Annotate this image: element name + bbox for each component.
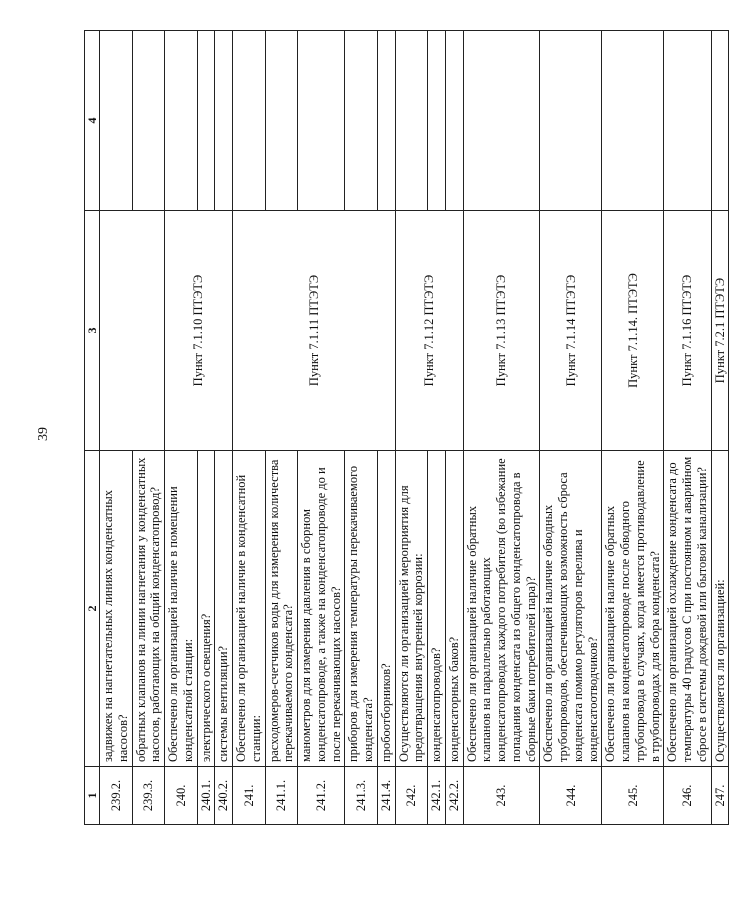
row-number: 240. bbox=[165, 767, 198, 825]
row-question: системы вентиляции? bbox=[215, 451, 233, 767]
column-header: 2 bbox=[85, 451, 100, 767]
row-question: обратных клапанов на линии нагнетания у конденсатных насосов, работающих на общий конденсатопровод? bbox=[132, 451, 165, 767]
row-question: Обеспечено ли организацией наличие обводных трубопроводов, обеспечивающих возможность сброса конденсата помимо регуляторов перелива и конденсатоотводчиков? bbox=[540, 451, 602, 767]
row-notes bbox=[298, 31, 345, 211]
row-notes bbox=[377, 31, 395, 211]
table-row bbox=[602, 31, 664, 825]
column-header: 4 bbox=[85, 31, 100, 211]
row-question: электрического освещения? bbox=[197, 451, 215, 767]
rotated-table-container bbox=[84, 31, 727, 825]
row-question: приборов для измерения температуры перекачиваемого конденсата? bbox=[345, 451, 378, 767]
row-question: Обеспечено ли организацией охлаждение конденсата до температуры 40 градусов С при постоянном и аварийном сбросе в системы дождевой или бытовой канализации? bbox=[664, 451, 711, 767]
row-notes bbox=[265, 31, 298, 211]
checklist-table bbox=[84, 30, 729, 825]
row-notes bbox=[233, 31, 266, 211]
table-header-row bbox=[85, 31, 100, 825]
column-header: 3 bbox=[85, 211, 100, 451]
table-row bbox=[395, 31, 428, 825]
row-number: 243. bbox=[463, 767, 540, 825]
row-number: 241.3. bbox=[345, 767, 378, 825]
row-reference: Пункт 7.1.11 ПТЭТЭ bbox=[233, 211, 396, 451]
row-question: Обеспечено ли организацией наличие обратных клапанов на параллельно работающих конденсатопроводах каждого потребителя (во избежание попадания конденсата из общего конденсатопровода в сборные баки потребителей пара)? bbox=[463, 451, 540, 767]
row-number: 241.2. bbox=[298, 767, 345, 825]
column-header: 1 bbox=[85, 767, 100, 825]
row-question: конденсатопроводов? bbox=[428, 451, 446, 767]
row-reference: Пункт 7.1.14 ПТЭТЭ bbox=[540, 211, 602, 451]
row-number: 242. bbox=[395, 767, 428, 825]
row-number: 245. bbox=[602, 767, 664, 825]
row-question: расходомеров-счетчиков воды для измерения количества перекачиваемого конденсата? bbox=[265, 451, 298, 767]
row-reference: Пункт 7.1.16 ПТЭТЭ bbox=[664, 211, 711, 451]
row-number: 241. bbox=[233, 767, 266, 825]
row-notes bbox=[215, 31, 233, 211]
row-number: 240.1. bbox=[197, 767, 215, 825]
row-number: 239.2. bbox=[100, 767, 133, 825]
table-row bbox=[233, 31, 266, 825]
row-reference: Пункт 7.2.1 ПТЭТЭ bbox=[711, 211, 729, 451]
row-question: Обеспечено ли организацией наличие обратных клапанов на конденсатопроводе после обводного трубопровода в случаях, когда имеется противодавление в трубопроводах для сбора конденсата? bbox=[602, 451, 664, 767]
row-reference bbox=[100, 211, 165, 451]
row-number: 247. bbox=[711, 767, 729, 825]
row-notes bbox=[445, 31, 463, 211]
row-notes bbox=[165, 31, 198, 211]
row-reference: Пункт 7.1.14. ПТЭТЭ bbox=[602, 211, 664, 451]
row-question: Обеспечено ли организацией наличие в помещении конденсатной станции: bbox=[165, 451, 198, 767]
row-number: 242.2. bbox=[445, 767, 463, 825]
table-row bbox=[463, 31, 540, 825]
row-question: манометров для измерения давления в сборном конденсатопроводе, а также на конденсатопроводе до и после перекачивающих насосов? bbox=[298, 451, 345, 767]
row-number: 242.1. bbox=[428, 767, 446, 825]
row-question: Обеспечено ли организацией наличие в конденсатной станции: bbox=[233, 451, 266, 767]
row-notes bbox=[132, 31, 165, 211]
row-notes bbox=[711, 31, 729, 211]
row-question: Осуществляется ли организацией: bbox=[711, 451, 729, 767]
row-question: Осуществляются ли организацией мероприятия для предотвращения внутренней коррозии: bbox=[395, 451, 428, 767]
row-notes bbox=[463, 31, 540, 211]
table-row bbox=[540, 31, 602, 825]
table-row bbox=[664, 31, 711, 825]
table-row bbox=[165, 31, 198, 825]
row-reference: Пункт 7.1.12 ПТЭТЭ bbox=[395, 211, 463, 451]
row-notes bbox=[345, 31, 378, 211]
row-notes bbox=[664, 31, 711, 211]
page-number: 39 bbox=[36, 427, 51, 441]
table-row bbox=[100, 31, 133, 825]
row-notes bbox=[197, 31, 215, 211]
row-number: 244. bbox=[540, 767, 602, 825]
row-number: 246. bbox=[664, 767, 711, 825]
row-number: 240.2. bbox=[215, 767, 233, 825]
row-number: 239.3. bbox=[132, 767, 165, 825]
row-notes bbox=[428, 31, 446, 211]
table-row bbox=[711, 31, 729, 825]
row-notes bbox=[100, 31, 133, 211]
row-reference: Пункт 7.1.10 ПТЭТЭ bbox=[165, 211, 233, 451]
row-notes bbox=[602, 31, 664, 211]
row-reference: Пункт 7.1.13 ПТЭТЭ bbox=[463, 211, 540, 451]
row-notes bbox=[540, 31, 602, 211]
row-notes bbox=[395, 31, 428, 211]
row-number: 241.4. bbox=[377, 767, 395, 825]
row-question: пробоотборников? bbox=[377, 451, 395, 767]
row-number: 241.1. bbox=[265, 767, 298, 825]
row-question: конденсаторных баков? bbox=[445, 451, 463, 767]
row-question: задвижек на нагнетательных линиях конденсатных насосов? bbox=[100, 451, 133, 767]
